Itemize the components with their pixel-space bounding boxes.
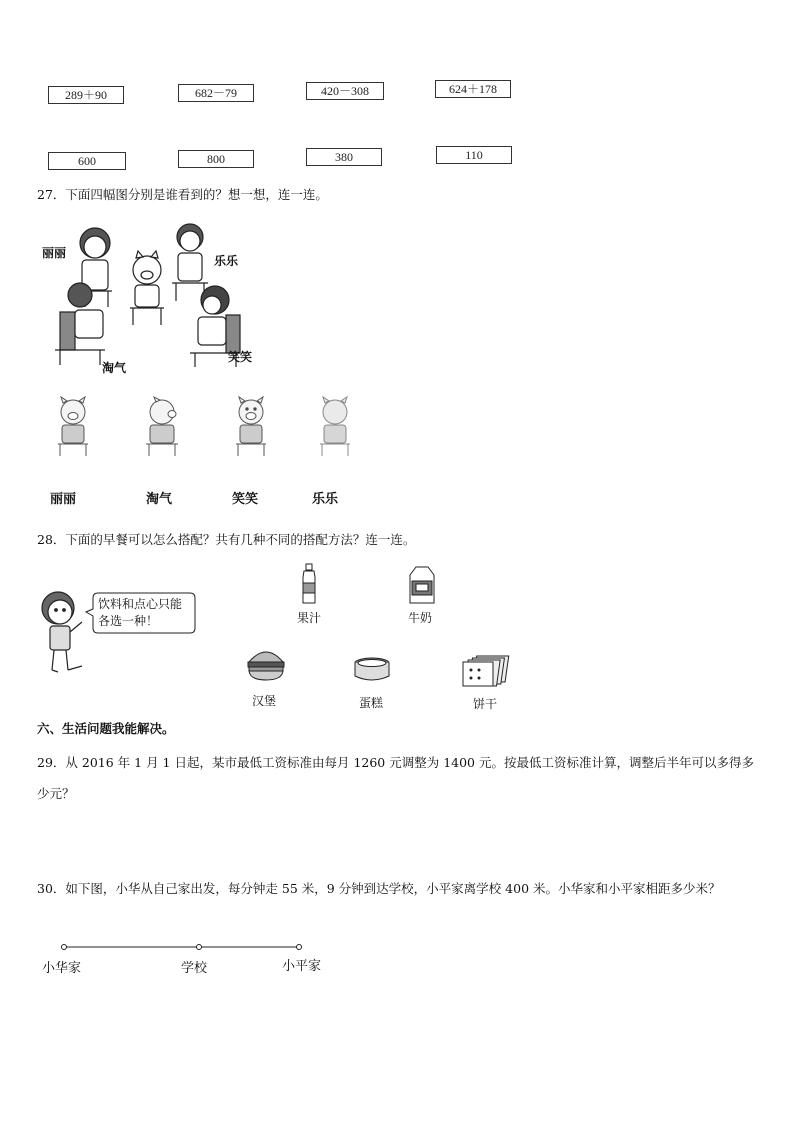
name-option-lili: 丽丽: [50, 492, 77, 507]
expression-card-1: 289＋90: [48, 86, 124, 104]
result-card-4: 110: [436, 146, 512, 164]
snack-label-cake: 蛋糕: [359, 696, 384, 710]
expression-card-3: 420－308: [306, 82, 384, 100]
pig-view-side-2: [138, 396, 188, 458]
question-28: 28．下面的早餐可以怎么搭配？共有几种不同的搭配方法？连一连。: [37, 532, 416, 547]
expression-card-2: 682－79: [178, 84, 254, 102]
name-option-xiaoxiao: 笑笑: [232, 492, 259, 507]
name-option-taoqi: 淘气: [146, 492, 173, 507]
drink-label-milk: 牛奶: [408, 611, 433, 625]
pig-view-back-4: [310, 396, 360, 458]
drink-label-juice: 果汁: [297, 611, 322, 625]
question-29: 29．从 2016 年 1 月 1 日起，某市最低工资标准由每月 1260 元调整为 1400 元。按最低工资标准计算，调整后半年可以多得多少元？: [37, 755, 754, 801]
expression-card-4: 624＋178: [435, 80, 511, 98]
point-label-xiaohua-home: 小华家: [42, 961, 82, 976]
result-card-2: 800: [178, 150, 254, 168]
point-label-xiaoping-home: 小平家: [282, 959, 322, 974]
scene-label-xiaoxiao: 笑笑: [228, 350, 253, 364]
pig-view-front-1: [48, 396, 98, 458]
result-card-1: 600: [48, 152, 126, 170]
snack-label-hamburger: 汉堡: [252, 694, 277, 708]
route-line-diagram: [60, 942, 305, 952]
scene-label-lele: 乐乐: [214, 254, 239, 268]
hamburger-icon: [246, 646, 286, 682]
juice-bottle-icon: [300, 563, 318, 605]
question-30: 30．如下图，小华从自己家出发，每分钟走 55 米，9 分钟到达学校，小平家离学校 400 米。小华家和小平家相距多少米？: [37, 881, 721, 896]
snack-label-biscuits: 饼干: [473, 697, 498, 711]
scene-label-lili: 丽丽: [42, 246, 67, 260]
speech-bubble-text: 饮料和点心只能各选一种！: [98, 597, 183, 628]
scene-label-taoqi: 淘气: [102, 361, 127, 375]
cake-icon: [353, 656, 391, 684]
boy-character-illustration: [34, 586, 94, 678]
pig-view-front-3: [226, 396, 276, 458]
result-card-3: 380: [306, 148, 382, 166]
question-27: 27．下面四幅图分别是谁看到的？想一想，连一连。: [37, 187, 328, 202]
name-option-lele: 乐乐: [312, 492, 339, 507]
point-label-school: 学校: [181, 961, 208, 976]
milk-carton-icon: [406, 565, 438, 605]
biscuits-icon: [457, 654, 513, 688]
section-6-heading: 六、生活问题我能解决。: [37, 721, 175, 736]
